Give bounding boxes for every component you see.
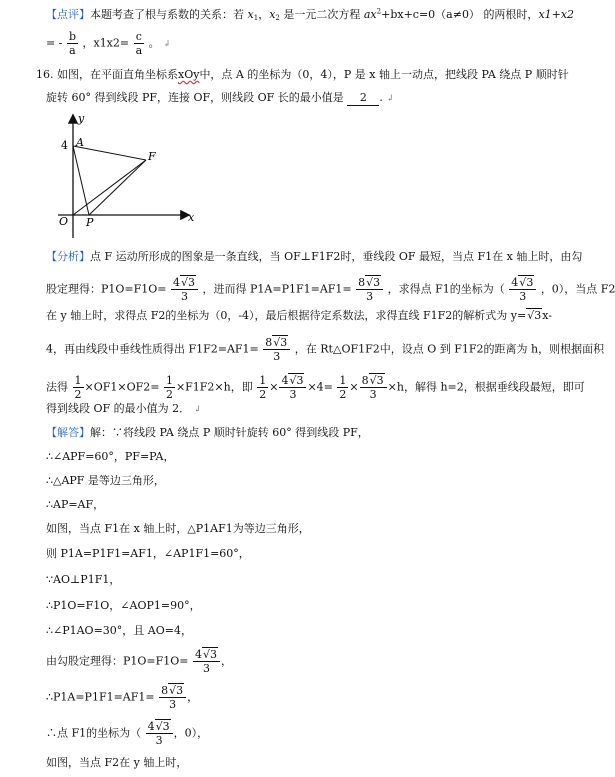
segment-of: [73, 160, 146, 215]
analysis-line-1: 【分析】点 F 运动所形成的图象是一条直线，当 OF⊥F1F2时，垂线段 OF 最短，当点 F1在 x 轴上时，由勾: [46, 250, 583, 263]
solution-line-7: ∵AO⊥P1F1，: [46, 573, 121, 586]
label-y: y: [78, 112, 85, 125]
coordinate-figure: [48, 108, 218, 248]
review-line-1: 【点评】本题考查了根与系数的关系：若 $x_1$，$x_2$ 是一元二次方程 $ax^2+bx+c=0(a\ne 0)$ 的两根时，x1+x2: [46, 7, 575, 22]
solution-line-1: 【解答】解：∵将线段 PA 绕点 P 顺时针旋转 60° 得到线段 PF，: [46, 426, 369, 439]
solution-line-4: ∴AP=AF，: [46, 498, 105, 511]
question-line-2: 旋转 60° 得到线段 PF，连接 OF，则线段 OF 长的最小值是 2 . ↲: [46, 91, 394, 104]
review-tag: 【点评】: [46, 8, 90, 21]
solution-line-2: ∴∠APF=60°，PF=PA，: [46, 450, 175, 463]
fraction-b-over-a: $\frac{b}{a}$: [68, 30, 76, 57]
label-p: P: [86, 216, 94, 229]
review-text-c: 的两根时，: [483, 8, 539, 21]
answer-blank: 2: [347, 91, 379, 106]
analysis-line-4: 4，再由线段中垂线性质得出 F1F2=AF1= $\frac{8√3}{3}$ ，在 Rt△OF1F2中，设点 O 到 F1F2的距离为 h，则根据面积: [46, 336, 605, 363]
solution-line-5: 如图，当点 F1在 x 轴上时，△P1AF1为等边三角形，: [46, 522, 310, 535]
question-number: 16.: [36, 68, 54, 81]
fraction-c-over-a: $\frac{c}{a}$: [135, 30, 143, 57]
analysis-line-3: 在 y 轴上时，求得点 F2的坐标为（0，-4），最后根据待定系数法，求得直线 F1F2的解析式为 y=√3x-: [46, 309, 552, 322]
analysis-tag: 【分析】: [46, 250, 90, 263]
analysis-line-6: 得到线段 OF 的最小值为 2． ↲: [46, 402, 202, 415]
label-o: O: [59, 215, 69, 228]
segment-pf: [89, 160, 146, 215]
tick-4: 4: [61, 139, 68, 152]
review-equation: ax: [363, 8, 377, 21]
solution-line-11: ∴P1A=P1F1=AF1= $\frac{8√3}{3}$ ，: [46, 684, 199, 711]
solution-tag: 【解答】: [46, 426, 90, 439]
review-text-b: 是一元二次方程: [283, 8, 361, 21]
analysis-line-2: 股定理得：P1O=F1O= $\frac{4√3}{3}$ ，进而得 P1A=P1F1=AF1= $\frac{8√3}{3}$ ，求得点 F1的坐标为（ $\frac{4√3}{3}$ ，0），当点 F2: [46, 276, 615, 303]
analysis-line-5: 法得 $\frac{1}{2}$ ×OF1×OF2= $\frac{1}{2}$ ×F1F2×h，即 $\frac{1}{2}$ × $\frac{4√3}{3}$ ×4= $\frac{1}{2}$ × $\frac{8√3}{3}$ ×h，解得 h=2，根据垂线段最短，即可: [46, 374, 585, 401]
solution-line-10: 由勾股定理得：P1O=F1O= $\frac{4√3}{3}$ ，: [46, 648, 233, 675]
solution-line-8: ∴P1O=F1O，∠AOP1=90°，: [46, 599, 201, 612]
question-line-1: 16. 如图，在平面直角坐标系xOy中，点 A 的坐标为（0，4），P 是 x 轴上一动点，把线段 PA 绕点 P 顺时针: [36, 68, 569, 81]
solution-line-12: ∴点 F1的坐标为（ $\frac{4√3}{3}$ ，0），: [46, 720, 209, 747]
solution-line-13: 如图，当点 F2在 y 轴上时，: [46, 756, 188, 769]
solution-line-3: ∴△APF 是等边三角形，: [46, 474, 165, 487]
review-line-2: = - $\frac{b}{a}$ ，x1x2= $\frac{c}{a}$ 。 ↲: [46, 30, 171, 57]
solution-line-9: ∴∠P1AO=30°，且 AO=4，: [46, 624, 192, 637]
label-f: F: [148, 150, 156, 163]
review-text-a: 本题考查了根与系数的关系：若: [90, 8, 244, 21]
solution-line-6: 则 P1A=P1F1=AF1，∠AP1F1=60°，: [46, 547, 250, 560]
label-x: x: [188, 211, 195, 224]
label-a: A: [76, 136, 84, 149]
